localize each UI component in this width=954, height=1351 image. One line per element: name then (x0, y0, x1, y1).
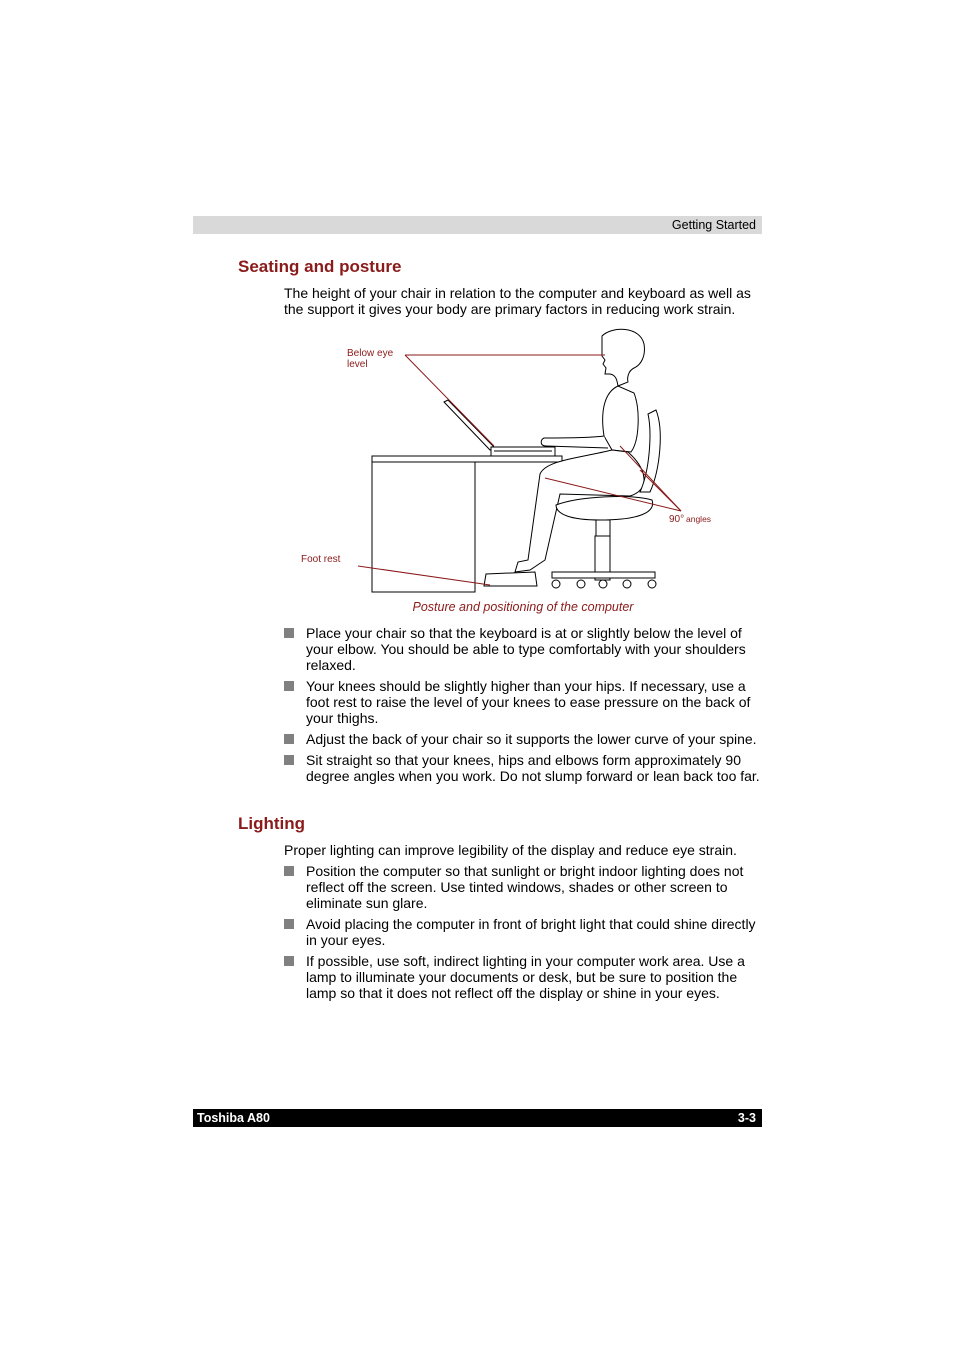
footrest-drawing (484, 572, 537, 586)
list-item (284, 752, 764, 784)
list-item-text: Place your chair so that the keyboard is at or slightly below the level of your elbow. You should be able to type comfortably with your shoulders relaxed. (306, 625, 746, 673)
bullet-square-icon (284, 734, 294, 744)
page-header (193, 216, 762, 234)
bullet-square-icon (284, 681, 294, 691)
list-item (284, 953, 764, 1001)
seating-heading: Seating and posture (238, 257, 402, 276)
bullet-square-icon (284, 919, 294, 929)
list-item-text: Sit straight so that your knees, hips and elbows form approximately 90 degree angles when you work. Do not slump forward or lean back too far. (306, 752, 760, 784)
label-angles-number: 90° (669, 514, 685, 525)
bullet-square-icon (284, 866, 294, 876)
lighting-intro: Proper lighting can improve legibility of the display and reduce eye strain. (284, 842, 737, 858)
list-item-text: Adjust the back of your chair so it supports the lower curve of your spine. (306, 731, 757, 747)
label-foot-rest: Foot rest (301, 554, 341, 565)
bullet-square-icon (284, 956, 294, 966)
seating-intro: The height of your chair in relation to the computer and keyboard as well as the support it gives your body are primary factors in reducing work strain. (284, 285, 751, 317)
product-name: Toshiba A80 (197, 1111, 270, 1125)
chapter-title: Getting Started (671, 218, 756, 232)
list-item-text: Position the computer so that sunlight or bright indoor lighting does not reflect off the screen. Use tinted windows, shades or other screen to eliminate sun glare. (306, 863, 744, 911)
posture-figure (290, 325, 740, 597)
list-item (284, 731, 764, 747)
bullet-square-icon (284, 755, 294, 765)
lighting-heading: Lighting (238, 814, 306, 833)
list-item (284, 916, 764, 948)
figure-caption: Posture and positioning of the computer (412, 600, 634, 614)
list-item (284, 863, 764, 911)
laptop-drawing (444, 400, 555, 456)
label-below-eye: Below eye (347, 348, 394, 359)
list-item-text: Your knees should be slightly higher than your hips. If necessary, use a foot rest to raise the level of your knees to ease pressure on the back of your thighs. (306, 678, 751, 726)
label-eye-level: level (347, 359, 368, 370)
seating-bullet-list (284, 625, 764, 789)
list-item (284, 625, 764, 673)
label-angles: angles (686, 514, 712, 524)
page-footer (193, 1109, 762, 1127)
page-number: 3-3 (737, 1111, 756, 1125)
bullet-square-icon (284, 628, 294, 638)
lighting-bullet-list (284, 863, 764, 1006)
list-item (284, 678, 764, 726)
list-item-text: If possible, use soft, indirect lighting in your computer work area. Use a lamp to illuminate your documents or desk, but be sure to position the lamp so that it does not reflect off the display or shine in your eyes. (306, 953, 745, 1001)
list-item-text: Avoid placing the computer in front of bright light that could shine directly in your eyes. (306, 916, 756, 948)
